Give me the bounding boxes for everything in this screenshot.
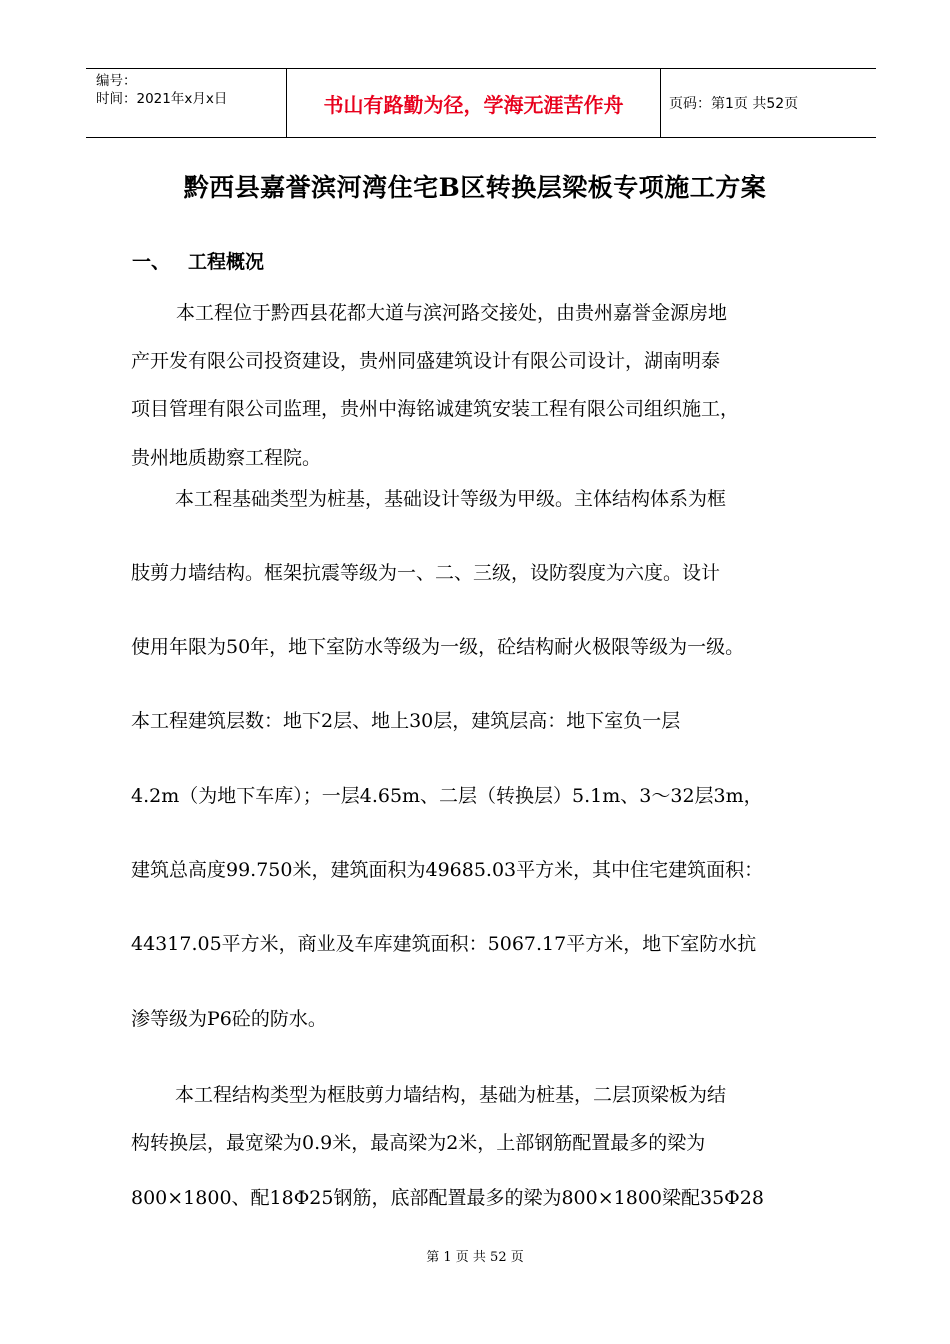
body-line: 4.2m（为地下车库）；一层4.65m、二层（转换层）5.1m、3～32层3m，	[131, 785, 763, 807]
body-line: 产开发有限公司投资建设，贵州同盛建筑设计有限公司设计，湖南明泰	[131, 350, 721, 372]
body-line: 建筑总高度99.750米，建筑面积为49685.03平方米，其中住宅建筑面积：	[131, 859, 764, 881]
header-page-info: 页码：第1页 共52页	[669, 96, 799, 112]
section-title: 工程概况	[188, 251, 265, 273]
body-line: 800×1800、配18Φ25钢筋，底部配置最多的梁为800×1800梁配35Φ28	[131, 1187, 764, 1209]
body-line: 贵州地质勘察工程院。	[131, 447, 322, 469]
section-heading	[132, 247, 264, 274]
section-number: 一、	[132, 251, 171, 273]
header-motto: 书山有路勤为径，学海无涯苦作舟	[287, 69, 661, 137]
body-line: 44317.05平方米，商业及车库建筑面积：5067.17平方米，地下室防水抗	[131, 933, 757, 955]
time-label: 时间：2021年x月x日	[96, 91, 228, 107]
number-label: 编号：	[96, 73, 137, 89]
page-footer: 第 1 页 共 52 页	[426, 1250, 524, 1265]
body-line: 本工程基础类型为桩基，基础设计等级为甲级。主体结构体系为框	[175, 488, 727, 510]
body-line: 项目管理有限公司监理，贵州中海铭诚建筑安装工程有限公司组织施工，	[131, 398, 740, 420]
body-line: 本工程结构类型为框肢剪力墙结构，基础为桩基，二层顶梁板为结	[175, 1084, 727, 1106]
body-line: 渗等级为P6砼的防水。	[131, 1008, 327, 1030]
header-table	[86, 68, 876, 138]
body-line: 本工程建筑层数：地下2层、地上30层，建筑层高：地下室负一层	[131, 710, 681, 732]
body-line: 使用年限为50年，地下室防水等级为一级，砼结构耐火极限等级为一级。	[131, 636, 745, 658]
header-meta-cell	[86, 69, 287, 137]
document-title: 黔西县嘉誉滨河湾住宅B区转换层梁板专项施工方案	[183, 173, 767, 202]
body-line: 肢剪力墙结构。框架抗震等级为一、二、三级，设防裂度为六度。设计	[131, 562, 721, 584]
body-line: 构转换层，最宽梁为0.9米，最高梁为2米，上部钢筋配置最多的梁为	[131, 1132, 706, 1154]
body-line: 本工程位于黔西县花都大道与滨河路交接处，由贵州嘉誉金源房地	[176, 302, 728, 324]
